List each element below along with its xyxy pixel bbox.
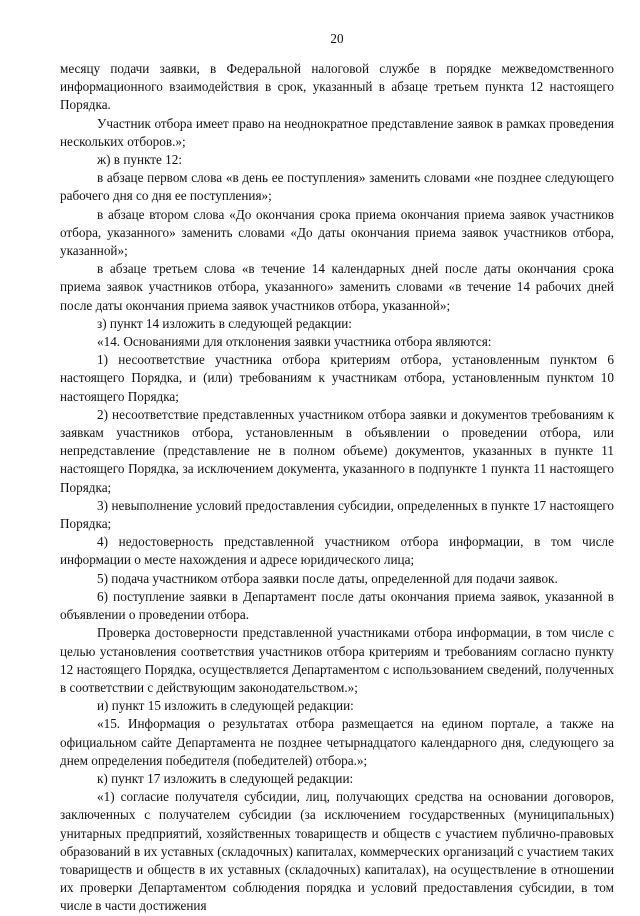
paragraph: в абзаце втором слова «До окончания срока приема окончания приема заявок участников отбора, указанного» заменить словами «До даты окончания приема заявок участников отбора, указанной»;	[60, 206, 614, 259]
page-number: 20	[330, 31, 344, 46]
paragraph: 2) несоответствие представленных участником отбора заявки и документов требованиям к заявкам участников отбора, установленным в объявлении о проведении отбора, или непредставление (представление не в полном объеме) документов, указанных в пункте 11 настоящего Порядка, за исключением документа, указанного в подпункте 1 пункта 11 настоящего Порядка;	[60, 406, 614, 495]
paragraph: Проверка достоверности представленной участниками отбора информации, в том числе с целью установления соответствия участников отбора критериям и требованиям согласно пункту 12 настоящего Порядка, осуществляется Департаментом с использованием сведений, полученных в соответствии с действующим законодательством.»;	[60, 625, 614, 695]
paragraph: 6) поступление заявки в Департамент после даты окончания приема заявок, указанной в объявлении о проведении отбора.	[60, 588, 614, 623]
paragraph: в абзаце первом слова «в день ее поступления» заменить словами «не позднее следующего рабочего дня со дня ее поступления»;	[60, 170, 614, 204]
paragraph: 3) невыполнение условий предоставления субсидии, определенных в пункте 17 настоящего Порядка;	[60, 497, 614, 532]
paragraph: з) пункт 14 изложить в следующей редакции:	[97, 315, 352, 331]
paragraph: «14. Основаниями для отклонения заявки участника отбора являются:	[97, 334, 492, 350]
paragraph: «1) согласие получателя субсидии, лиц, получающих средства на основании договоров, заключенных с получателем субсидии (за исключением государственных (муниципальных) унитарных предприятий, хозяйственных товариществ и обществ с участием публично-правовых образований в их уставных (складочных) капиталах, коммерческих организаций с участием таких товариществ и обществ в их уставных (складочных) капиталах), на осуществление в отношении их проверки Департаментом соблюдения порядка и условий предоставления субсидии, в том числе в части достижения	[60, 789, 614, 914]
paragraph: 5) подача участником отбора заявки после даты, определенной для подачи заявок.	[97, 570, 558, 586]
paragraph: ж) в пункте 12:	[97, 152, 183, 168]
document-body	[60, 60, 614, 916]
paragraph: в абзаце третьем слова «в течение 14 календарных дней после даты окончания срока приема заявок участников отбора, указанного» заменить словами «в течение 14 рабочих дней после даты окончания приема заявок участников отбора, указанной»;	[60, 261, 614, 313]
paragraph: 1) несоответствие участника отбора критериям отбора, установленным пунктом 6 настоящего Порядка, и (или) требованиям к участникам отбора, установленным пунктом 10 настоящего Порядка;	[60, 352, 614, 404]
paragraph: Участник отбора имеет право на неоднократное представление заявок в рамках проведения нескольких отборов.»;	[60, 115, 614, 149]
paragraph: 4) недостоверность представленной участником отбора информации, в том числе информации о месте нахождения и адресе юридического лица;	[60, 534, 614, 568]
paragraph: «15. Информация о результатах отбора размещается на едином портале, а также на официальном сайте Департамента не позднее четырнадцатого календарного дня, следующего за днем определения победителя (победителей) отбора.»;	[60, 716, 614, 768]
paragraph: к) пункт 17 изложить в следующей редакции:	[97, 770, 354, 786]
paragraph: месяцу подачи заявки, в Федеральной налоговой службе в порядке межведомственного информационного взаимодействия в срок, указанный в абзаце третьем пункта 12 настоящего Порядка.	[60, 61, 614, 113]
paragraph: и) пункт 15 изложить в следующей редакции:	[97, 698, 354, 714]
